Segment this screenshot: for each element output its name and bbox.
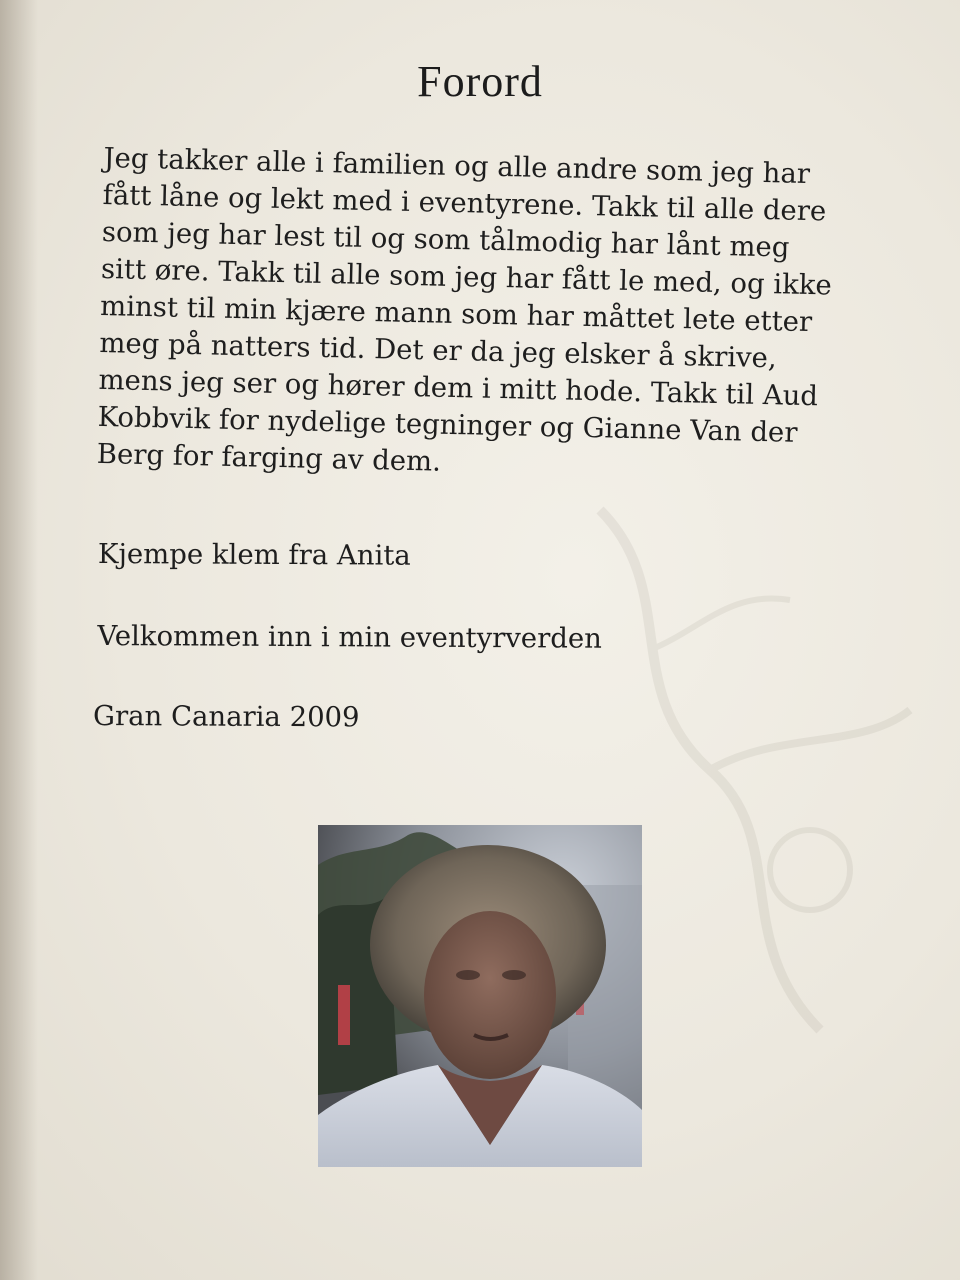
paragraph-line: sitt øre. Takk til alle som jeg har fått le med, og ikke [100, 252, 833, 302]
paragraph-line: Berg for farging av dem. [96, 437, 442, 478]
greeting-line: Kjempe klem fra Anita [97, 538, 411, 572]
paragraph-line: mens jeg ser og hører dem i mitt hode. Takk til Aud [98, 363, 819, 413]
page-gutter-shadow [0, 0, 38, 1280]
welcome-line: Velkommen inn i min eventyrverden [97, 620, 602, 655]
paragraph-line: Kobbvik for nydelige tegninger og Gianne Van der [97, 400, 798, 449]
page-title: Forord [417, 57, 543, 106]
paragraph-line: fått låne og lekt med i eventyrene. Takk til alle dere [102, 178, 827, 228]
place-year-line: Gran Canaria 2009 [92, 699, 360, 734]
paragraph-line: meg på natters tid. Det er da jeg elsker å skrive, [99, 326, 778, 375]
paragraph-line: som jeg har lest til og som tålmodig har lånt meg [101, 215, 790, 264]
foreword-paragraph [96, 140, 863, 490]
paragraph-line: Jeg takker alle i familien og alle andre som jeg har [103, 141, 811, 191]
author-portrait [318, 825, 642, 1167]
paragraph-line: minst til min kjære mann som har måttet lete etter [99, 289, 813, 339]
